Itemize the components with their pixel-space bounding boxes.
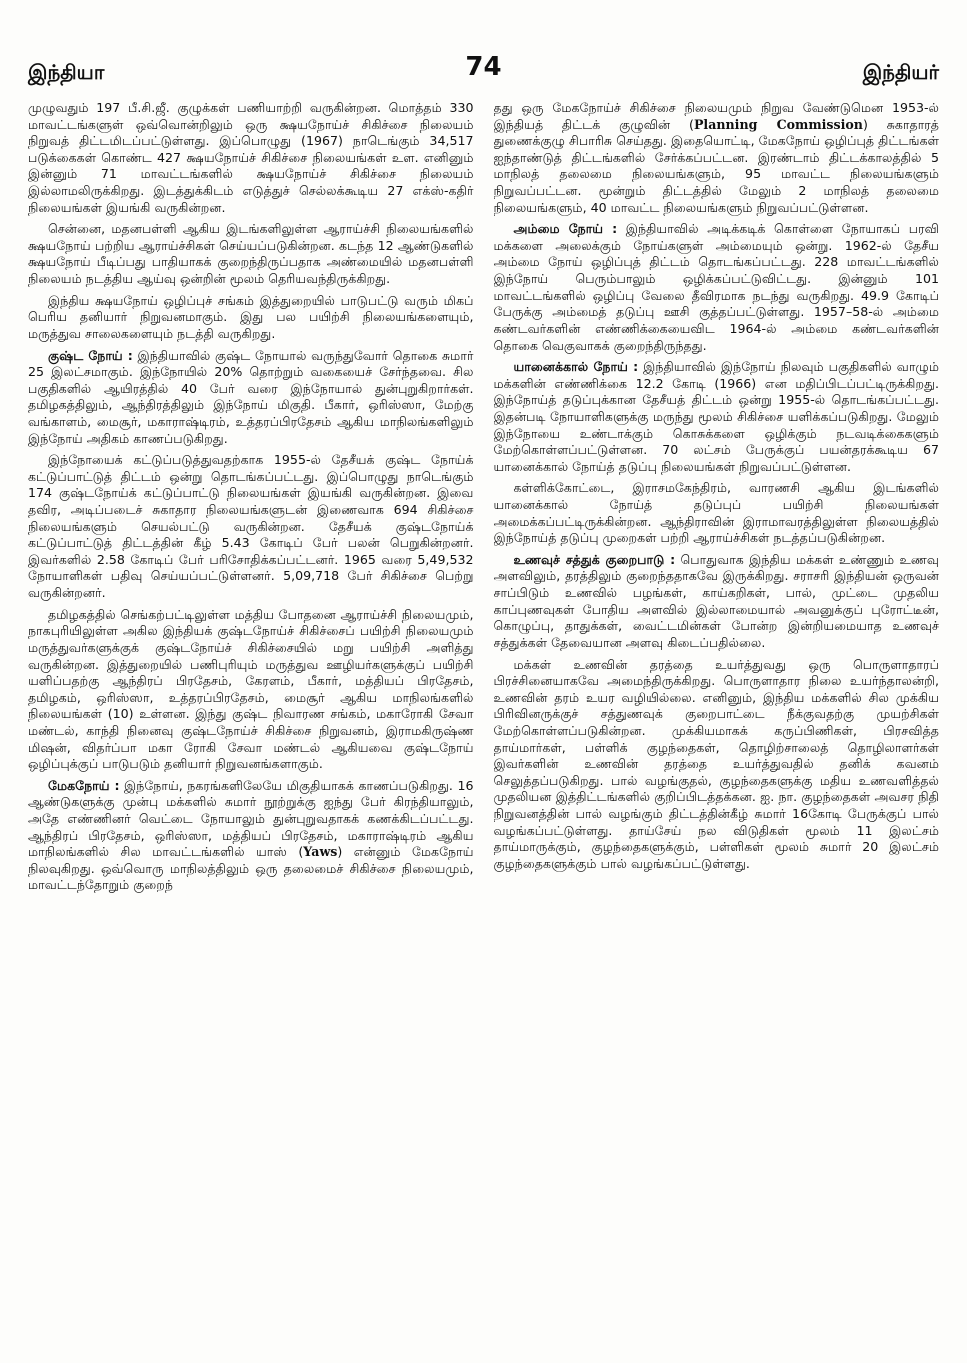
paragraph-text: தது ஒரு மேகநோய்ச் சிகிச்சை நிலையமும் நிறுவ வேண்டுமென 1953-ல் இந்தியத் திட்டக் குழுவின் ( bbox=[493, 100, 939, 132]
paragraph: மக்கள் உணவின் தரத்தை உயர்த்துவது ஒரு பொருளாதாரப் பிரச்சினையாகவே அமைந்திருக்கிறது. பொருளாதார நிலை உயர்ந்தாலன்றி, உணவின் தரம் உயர வழியில்லை. எனினும், இந்திய மக்களில் சில முக்கிய பிரிவினருக்குச் சத்துணவுக் குறைபாட்டை நீக்குவதற்கு முயற்சிகள் மேற்கொள்ளப்படுகின்றன. முக்கியமாகக் கருப்பிணிகள், பிரசவித்த தாய்மார்கள், பள்ளிக் குழந்தைகள், தொழிற்சாலைத் தொழிலாளர்கள் இவர்களின் உணவின் தரத்தை உயர்த்துவதில் தனிக் கவனம் செலுத்தப்படுகிறது. பால் வழங்குதல், குழந்தைகளுக்கு மதிய உணவளித்தல் முதலியன இத்திட்டங்களில் குறிப்பிடத்தக்கன. ஐ. நா. குழந்தைகள் அவசர நிதி நிறுவனத்தின் பால் வழங்கும் திட்டத்தின்கீழ் சுமார் 16கோடி பேருக்குப் பால் வழங்கப்பட்டுள்ளது. தாய்சேய் நல விடுதிகள் மூலம் 11 இலட்சம் தாய்மாருக்கும், குழந்தைகளுக்கும், பள்ளிகள் மூலம் சுமார் 20 இலட்சம் குழந்தைகளுக்கும் பால் வழங்கப்பட்டுள்ளது. bbox=[493, 656, 939, 871]
paragraph bbox=[494, 359, 940, 475]
paragraph: தமிழகத்தில் செங்கற்பட்டிலுள்ள மத்திய போதனை ஆராய்ச்சி நிலையமும், நாகபுரியிலுள்ள அகில இந்தியக் குஷ்டநோய்ச் சிகிச்சைப் பயிற்சி நிலையமும் மருத்துவர்களுக்குக் குஷ்டநோய்ச் சிகிச்சையில் மறு பயிற்சி அளித்து வருகின்றன. இத்துறையில் பணிபுரியும் மருத்துவ ஊழியர்களுக்குப் பயிற்சி யளிப்பதற்கு ஆந்திரப் பிரதேசம், கேரளம், பீகார், மத்தியப் பிரதேசம், தமிழகம், ஒரிஸ்ஸா, உத்தரப்பிரதேசம், மைசூர் ஆகிய மாநிலங்களில் நிலையங்கள் (10) உள்ளன. இந்து குஷ்ட நிவாரண சங்கம், மகாரோகி சேவா மண்டல், காந்தி நினைவு குஷ்டநோய்ச் சிகிச்சை நிறுவனம், இராமகிருஷ்ண மிஷன், விதர்ப்பா மகா ரோகி சேவா மண்டல் ஆகியவை குஷ்டநோய் ஒழிப்புக்குப் பாடுபடும் தனியார் நிறுவனங்களாகும். bbox=[28, 606, 474, 772]
paragraph bbox=[28, 778, 474, 894]
paragraph bbox=[494, 221, 940, 354]
latin-term: Yaws bbox=[303, 844, 338, 860]
section-heading: மேகநோய் : bbox=[48, 777, 120, 793]
section-heading: உணவுச் சத்துக் குறைபாடு : bbox=[513, 551, 676, 567]
page-header bbox=[28, 52, 939, 92]
running-head-left: இந்தியா bbox=[28, 60, 105, 84]
paragraph: இந்திய க்ஷயநோய் ஒழிப்புச் சங்கம் இத்துறையில் பாடுபட்டு வரும் மிகப் பெரிய தனியார் நிறுவனமாகும். இது பல பயிற்சி நிலையங்களையும், மருத்துவ சாலைகளையும் நடத்தி வருகிறது. bbox=[28, 292, 474, 341]
paragraph-text: ) என்னும் மேகநோய் நிலவுகிறது. ஒவ்வொரு மாநிலத்திலும் ஒரு தலைமைச் சிகிச்சை நிலையமும், மாவட்டந்தோறும் குறைந் bbox=[28, 844, 474, 893]
page-number: 74 bbox=[465, 52, 502, 82]
text-columns bbox=[28, 100, 939, 1335]
paragraph-text: இந்நோய், நகரங்களிலேயே மிகுதியாகக் காணப்படுகிறது. 16 ஆண்டுகளுக்கு முன்பு மக்களில் சுமார் நூற்றுக்கு ஐந்து பேர் கிரந்தியாலும், அதே எண்ணினர் வெட்டை நோயாலும் துன்புறுவதாகக் கணக்கிடப்பட்டது. ஆந்திரப் பிரதேசம், ஒரிஸ்ஸா, மத்தியப் பிரதேசம், மகாராஷ்டிரம் ஆகிய மாநிலங்களில் சில மாவட்டங்களில் யாஸ் ( bbox=[28, 777, 474, 860]
paragraph bbox=[494, 100, 940, 216]
paragraph: முழுவதும் 197 பீ.சி.ஜீ. குழுக்கள் பணியாற்றி வருகின்றன. மொத்தம் 330 மாவட்டங்களுள் ஒவ்வொன்றிலும் ஒரு க்ஷயநோய்ச் சிகிச்சை நிலையம் நிறுவத் திட்டமிடப்பட்டுள்ளது. இப்பொழுது (1967) நாடெங்கும் 34,517 படுக்கைகள் கொண்ட 427 க்ஷயநோய்ச் சிகிச்சை நிலையங்கள் உள. எனினும் இன்னும் 71 மாவட்டங்களில் க்ஷயநோய்ச் சிகிச்சை நிலையம் இல்லாமலிருக்கிறது. இடத்துக்கிடம் எடுத்துச் செல்லக்கூடிய 27 எக்ஸ்-கதிர் நிலையங்கள் இயங்கி வருகின்றன. bbox=[28, 100, 474, 215]
latin-term: Planning Commission bbox=[693, 116, 863, 132]
paragraph: கள்ளிக்கோட்டை, இராசமகேந்திரம், வாரணசி ஆகிய இடங்களில் யானைக்கால் நோய்த் தடுப்புப் பயிற்சி நிலையங்கள் அமைக்கப்பட்டிருக்கின்றன. ஆந்திராவின் இராமாவரத்திலுள்ள நிலையத்தில் இந்நோய்த் தடுப்பு முறைகள் பற்றி ஆராய்ச்சிகள் நடத்தப்படுகின்றன. bbox=[493, 480, 939, 546]
paragraph-text: இந்தியாவில் குஷ்ட நோயால் வருந்துவோர் தொகை சுமார் 25 இலட்சமாகும். இந்நோயில் 20% தொற்றும் வகையைச் சேர்ந்தவை. சில பகுதிகளில் ஆயிரத்தில் 40 பேர் வரை இந்நோயால் துன்புறுகிறார்கள். தமிழகத்திலும், ஆந்திரத்திலும் இந்நோய் மிகுதி. பீகார், ஒரிஸ்ஸா, மேற்கு வங்காளம், மைசூர், மகாராஷ்டிரம், உத்தரப்பிரதேசம் ஆகிய மாநிலங்களிலும் இந்நோய் அதிகம் காணப்படுகிறது. bbox=[28, 347, 474, 446]
paragraph-text: இந்தியாவில் அடிக்கடிக் கொள்ளை நோயாகப் பரவி மக்களை அலைக்கும் நோய்களுள் அம்மையும் ஒன்று. 1962-ல் தேசீய அம்மை நோய் ஒழிப்புத் திட்டம் தொடங்கப்பட்டது. 228 மாவட்டங்களில் இந்நோய் பெரும்பாலும் ஒழிக்கப்பட்டுவிட்டது. இன்னும் 101 மாவட்டங்களில் ஒழிப்பு வேலை தீவிரமாக நடந்து வருகிறது. 49.9 கோடிப் பேருக்கு அம்மைத் தடுப்பு ஊசி குத்தப்பட்டுள்ளது. 1957–58-ல் அம்மை கண்டவர்களின் எண்ணிக்கையைவிட 1964-ல் அம்மை கண்டவர்களின் தொகை வெகுவாகக் குறைந்திருந்தது. bbox=[493, 221, 939, 353]
paragraph-text: ) சுகாதாரத் துணைக்குழு சிபாரிசு செய்தது. இதையொட்டி, மேகநோய் ஒழிப்புத் திட்டங்கள் ஐந்தாண்டுத் திட்டங்களில் சேர்க்கப்பட்டன. இரண்டாம் திட்டக்காலத்தில் 5 மாநிலத் தலைமை நிலையங்களும், 95 மாவட்ட நிலையங்களும் நிறுவப்பட்டன. மூன்றும் திட்டத்தில் மேலும் 2 மாநிலத் தலைமை நிலையங்களும், 40 மாவட்ட நிலையங்களும் நிறுவப்பட்டுள்ளன. bbox=[493, 116, 939, 215]
paragraph bbox=[28, 348, 474, 448]
paragraph-text: இந்தியாவில் இந்நோய் நிலவும் பகுதிகளில் வாழும் மக்களின் எண்ணிக்கை 12.2 கோடி (1966) என மதிப்பிடப்பட்டிருக்கிறது. இந்நோய்த் தடுப்புக்கான தேசீயத் திட்டம் ஒன்று 1955-ல் தொடங்கப்பட்டது. இதன்படி நோயாளிகளுக்கு மருந்து மூலம் சிகிச்சை யளிக்கப்படுகிறது. மேலும் இந்நோயை உண்டாக்கும் கொசுக்களை ஒழிக்கும் நடவடிக்கைகளும் மேற்கொள்ளப்பட்டுள்ளன. 70 லட்சம் பேருக்குப் பயன்தரக்கூடிய 67 யானைக்கால் நோய்த் தடுப்பு நிலையங்கள் நிறுவப்பட்டுள்ளன. bbox=[493, 359, 939, 474]
paragraph: இந்நோயைக் கட்டுப்படுத்துவதற்காக 1955-ல் தேசீயக் குஷ்ட நோய்க் கட்டுப்பாட்டுத் திட்டம் ஒன்று தொடங்கப்பட்டது. இப்பொழுது நாடெங்கும் 174 குஷ்டநோய்க் கட்டுப்பாட்டு நிலையங்கள் இயங்கி வருகின்றன. இவை தவிர, அடிப்படைச் சுகாதார நிலையங்களுடன் இணைவாக 694 சிகிச்சை நிலையங்களும் செயல்பட்டு வருகின்றன. தேசீயக் குஷ்டநோய்க் கட்டுப்பாட்டுத் திட்டத்தின் கீழ் 5.43 கோடிப் பேர் பலன் பெறுகின்றனர். இவர்களில் 2.58 கோடிப் பேர் பரிசோதிக்கப்பட்டனர். 1965 வரை 5,49,532 நோயாளிகள் பதிவு செய்யப்பட்டுள்ளனர். 5,09,718 பேர் சிகிச்சை பெற்று வருகின்றனர். bbox=[28, 452, 474, 601]
running-head-right: இந்தியர் bbox=[862, 60, 939, 84]
paragraph-text: பொதுவாக இந்திய மக்கள் உண்ணும் உணவு அளவிலும், தரத்திலும் குறைந்ததாகவே இருக்கிறது. சராசரி இந்தியன் ஒருவன் சாப்பிடும் உணவில் பழங்கள், காய்கறிகள், பால், முட்டை முதலிய காப்புணவுகள் போதிய அளவில் இல்லாமையால் அவனுக்குப் புரோட்டீன், கொழுப்பு, தாதுக்கள், வைட்டமின்கள் போன்ற இன்றியமையாத உணவுச் சத்துக்கள் தேவையான அளவு கிடைப்பதில்லை. bbox=[493, 551, 939, 650]
left-column bbox=[28, 100, 474, 1335]
section-heading: யானைக்கால் நோய் : bbox=[513, 359, 639, 375]
section-heading: குஷ்ட நோய் : bbox=[48, 347, 133, 363]
section-heading: அம்மை நோய் : bbox=[513, 221, 618, 237]
paragraph bbox=[494, 552, 940, 652]
right-column bbox=[494, 100, 940, 1335]
paragraph: சென்னை, மதனபள்ளி ஆகிய இடங்களிலுள்ள ஆராய்ச்சி நிலையங்களில் க்ஷயநோய் பற்றிய ஆராய்ச்சிகள் செய்யப்படுகின்றன. கடந்த 12 ஆண்டுகளில் க்ஷயநோய் பீடிப்பது பாதியாகக் குறைந்திருப்பதாக அண்மையில் மதனபள்ளி நிலையம் நடத்திய ஆய்வு ஒன்றின் மூலம் தெரியவந்திருக்கிறது. bbox=[28, 221, 474, 287]
